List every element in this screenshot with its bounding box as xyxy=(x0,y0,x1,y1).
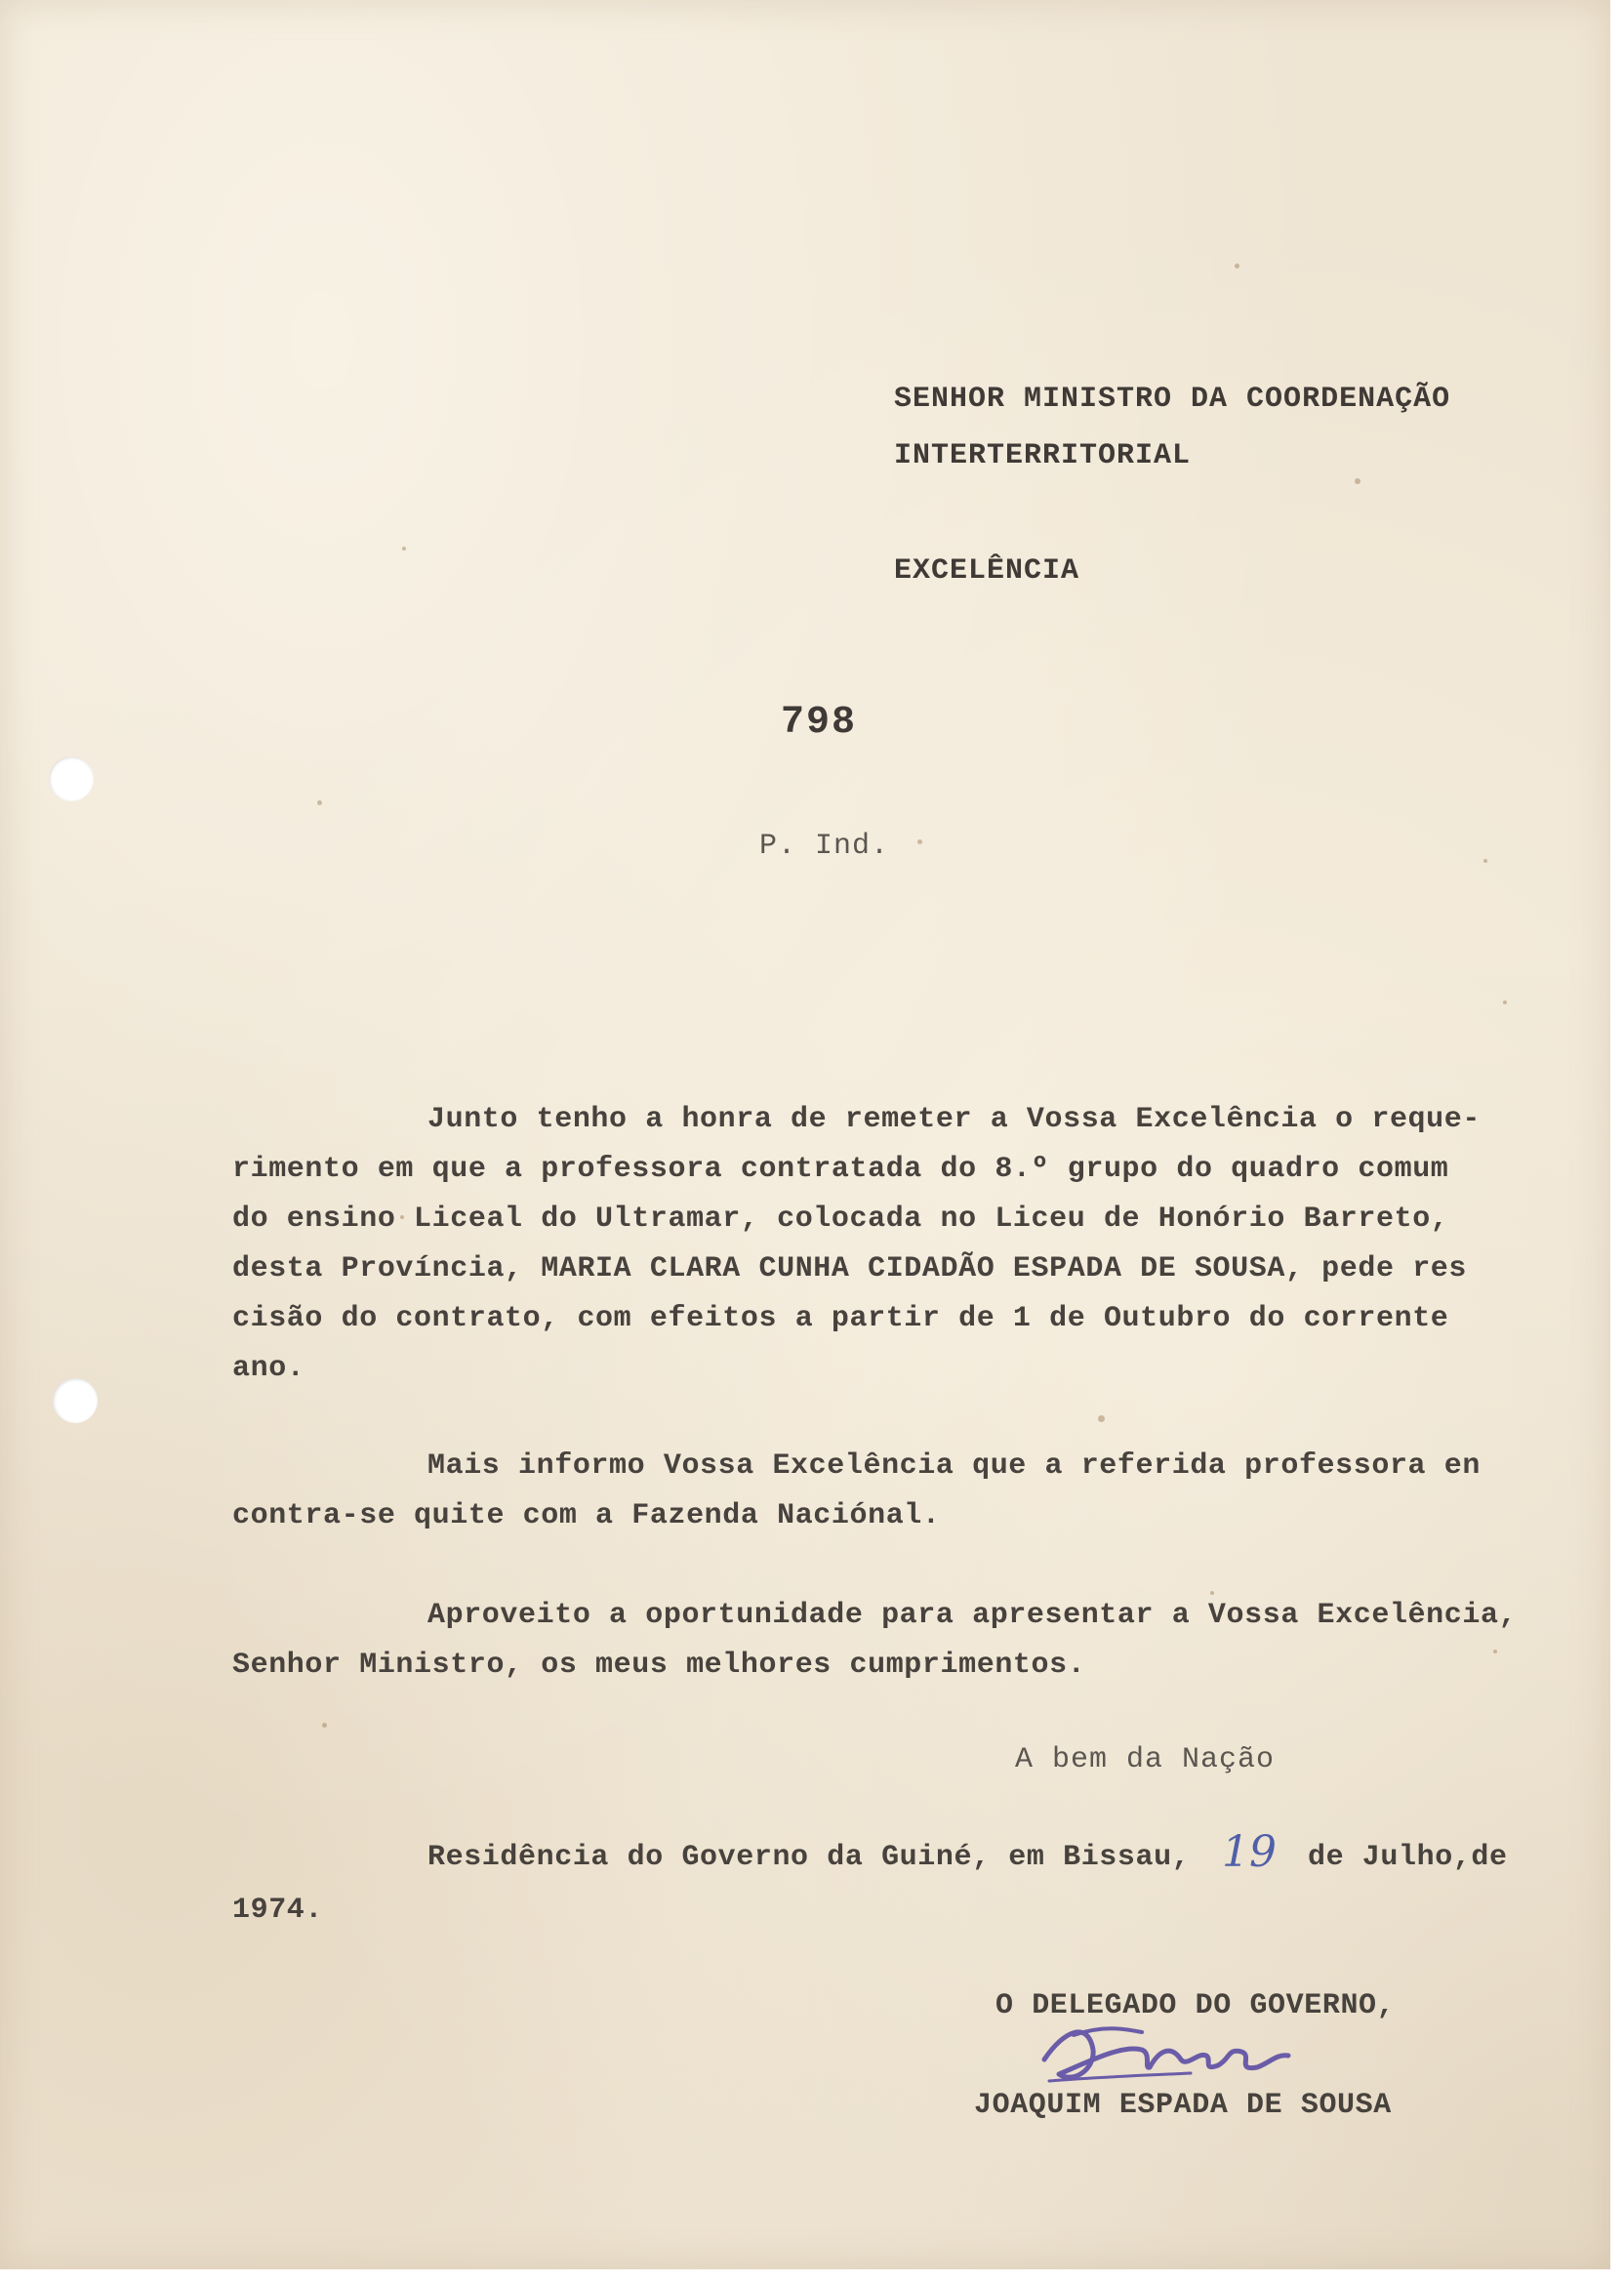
paper-spot xyxy=(1503,1000,1507,1004)
paper-spot xyxy=(917,839,922,844)
paragraph2-line: contra-se quite com a Fazenda Naciónal. xyxy=(232,1499,941,1532)
page-margin xyxy=(1610,0,1624,2284)
place-date-prefix: Residência do Governo da Guiné, em Bissau, xyxy=(427,1841,1191,1874)
paragraph1-line: desta Província, MARIA CLARA CUNHA CIDADÃO ESPADA DE SOUSA, pede res xyxy=(232,1252,1467,1285)
closing-formula: A bem da Nação xyxy=(1015,1743,1276,1776)
signatory-name: JOAQUIM ESPADA DE SOUSA xyxy=(974,2089,1392,2122)
handwritten-day: 19 xyxy=(1222,1827,1277,1877)
paragraph1-line: ano. xyxy=(232,1352,305,1385)
paper-spot xyxy=(317,800,322,805)
paper-spot xyxy=(1493,1650,1497,1653)
punch-hole xyxy=(53,1378,98,1423)
paper-spot xyxy=(1098,1415,1105,1422)
paper-spot xyxy=(1235,264,1239,268)
paper-spot xyxy=(1483,859,1487,863)
handwritten-signature xyxy=(1035,1991,1298,2099)
paragraph1-line: do ensino Liceal do Ultramar, colocada no Liceu de Honório Barreto, xyxy=(232,1203,1449,1236)
paper-spot xyxy=(322,1723,327,1728)
punch-hole xyxy=(49,756,94,801)
paper-spot xyxy=(402,547,406,551)
paper-spot xyxy=(1210,1591,1214,1595)
paper-spot xyxy=(1355,478,1360,484)
year: 1974. xyxy=(232,1894,324,1927)
paragraph3-line: Senhor Ministro, os meus melhores cumprimentos. xyxy=(232,1649,1086,1682)
reference-code: P. Ind. xyxy=(759,830,890,863)
paragraph1-line: Junto tenho a honra de remeter a Vossa Excelência o reque- xyxy=(427,1103,1481,1136)
addressee-line-1: SENHOR MINISTRO DA COORDENAÇÃO xyxy=(894,383,1451,416)
signatory-title: O DELEGADO DO GOVERNO, xyxy=(995,1989,1396,2022)
paragraph3-line: Aproveito a oportunidade para apresentar a Vossa Excelência, xyxy=(427,1599,1518,1632)
paragraph1-line: rimento em que a professora contratada do 8.º grupo do quadro comum xyxy=(232,1153,1449,1186)
place-date-suffix: de Julho,de xyxy=(1308,1841,1508,1874)
paragraph2-line: Mais informo Vossa Excelência que a referida professora en xyxy=(427,1449,1481,1483)
salutation: EXCELÊNCIA xyxy=(894,554,1080,588)
reference-number: 798 xyxy=(781,701,858,745)
paragraph1-line: cisão do contrato, com efeitos a partir de 1 de Outubro do corrente xyxy=(232,1302,1449,1335)
addressee-line-2: INTERTERRITORIAL xyxy=(894,439,1192,472)
